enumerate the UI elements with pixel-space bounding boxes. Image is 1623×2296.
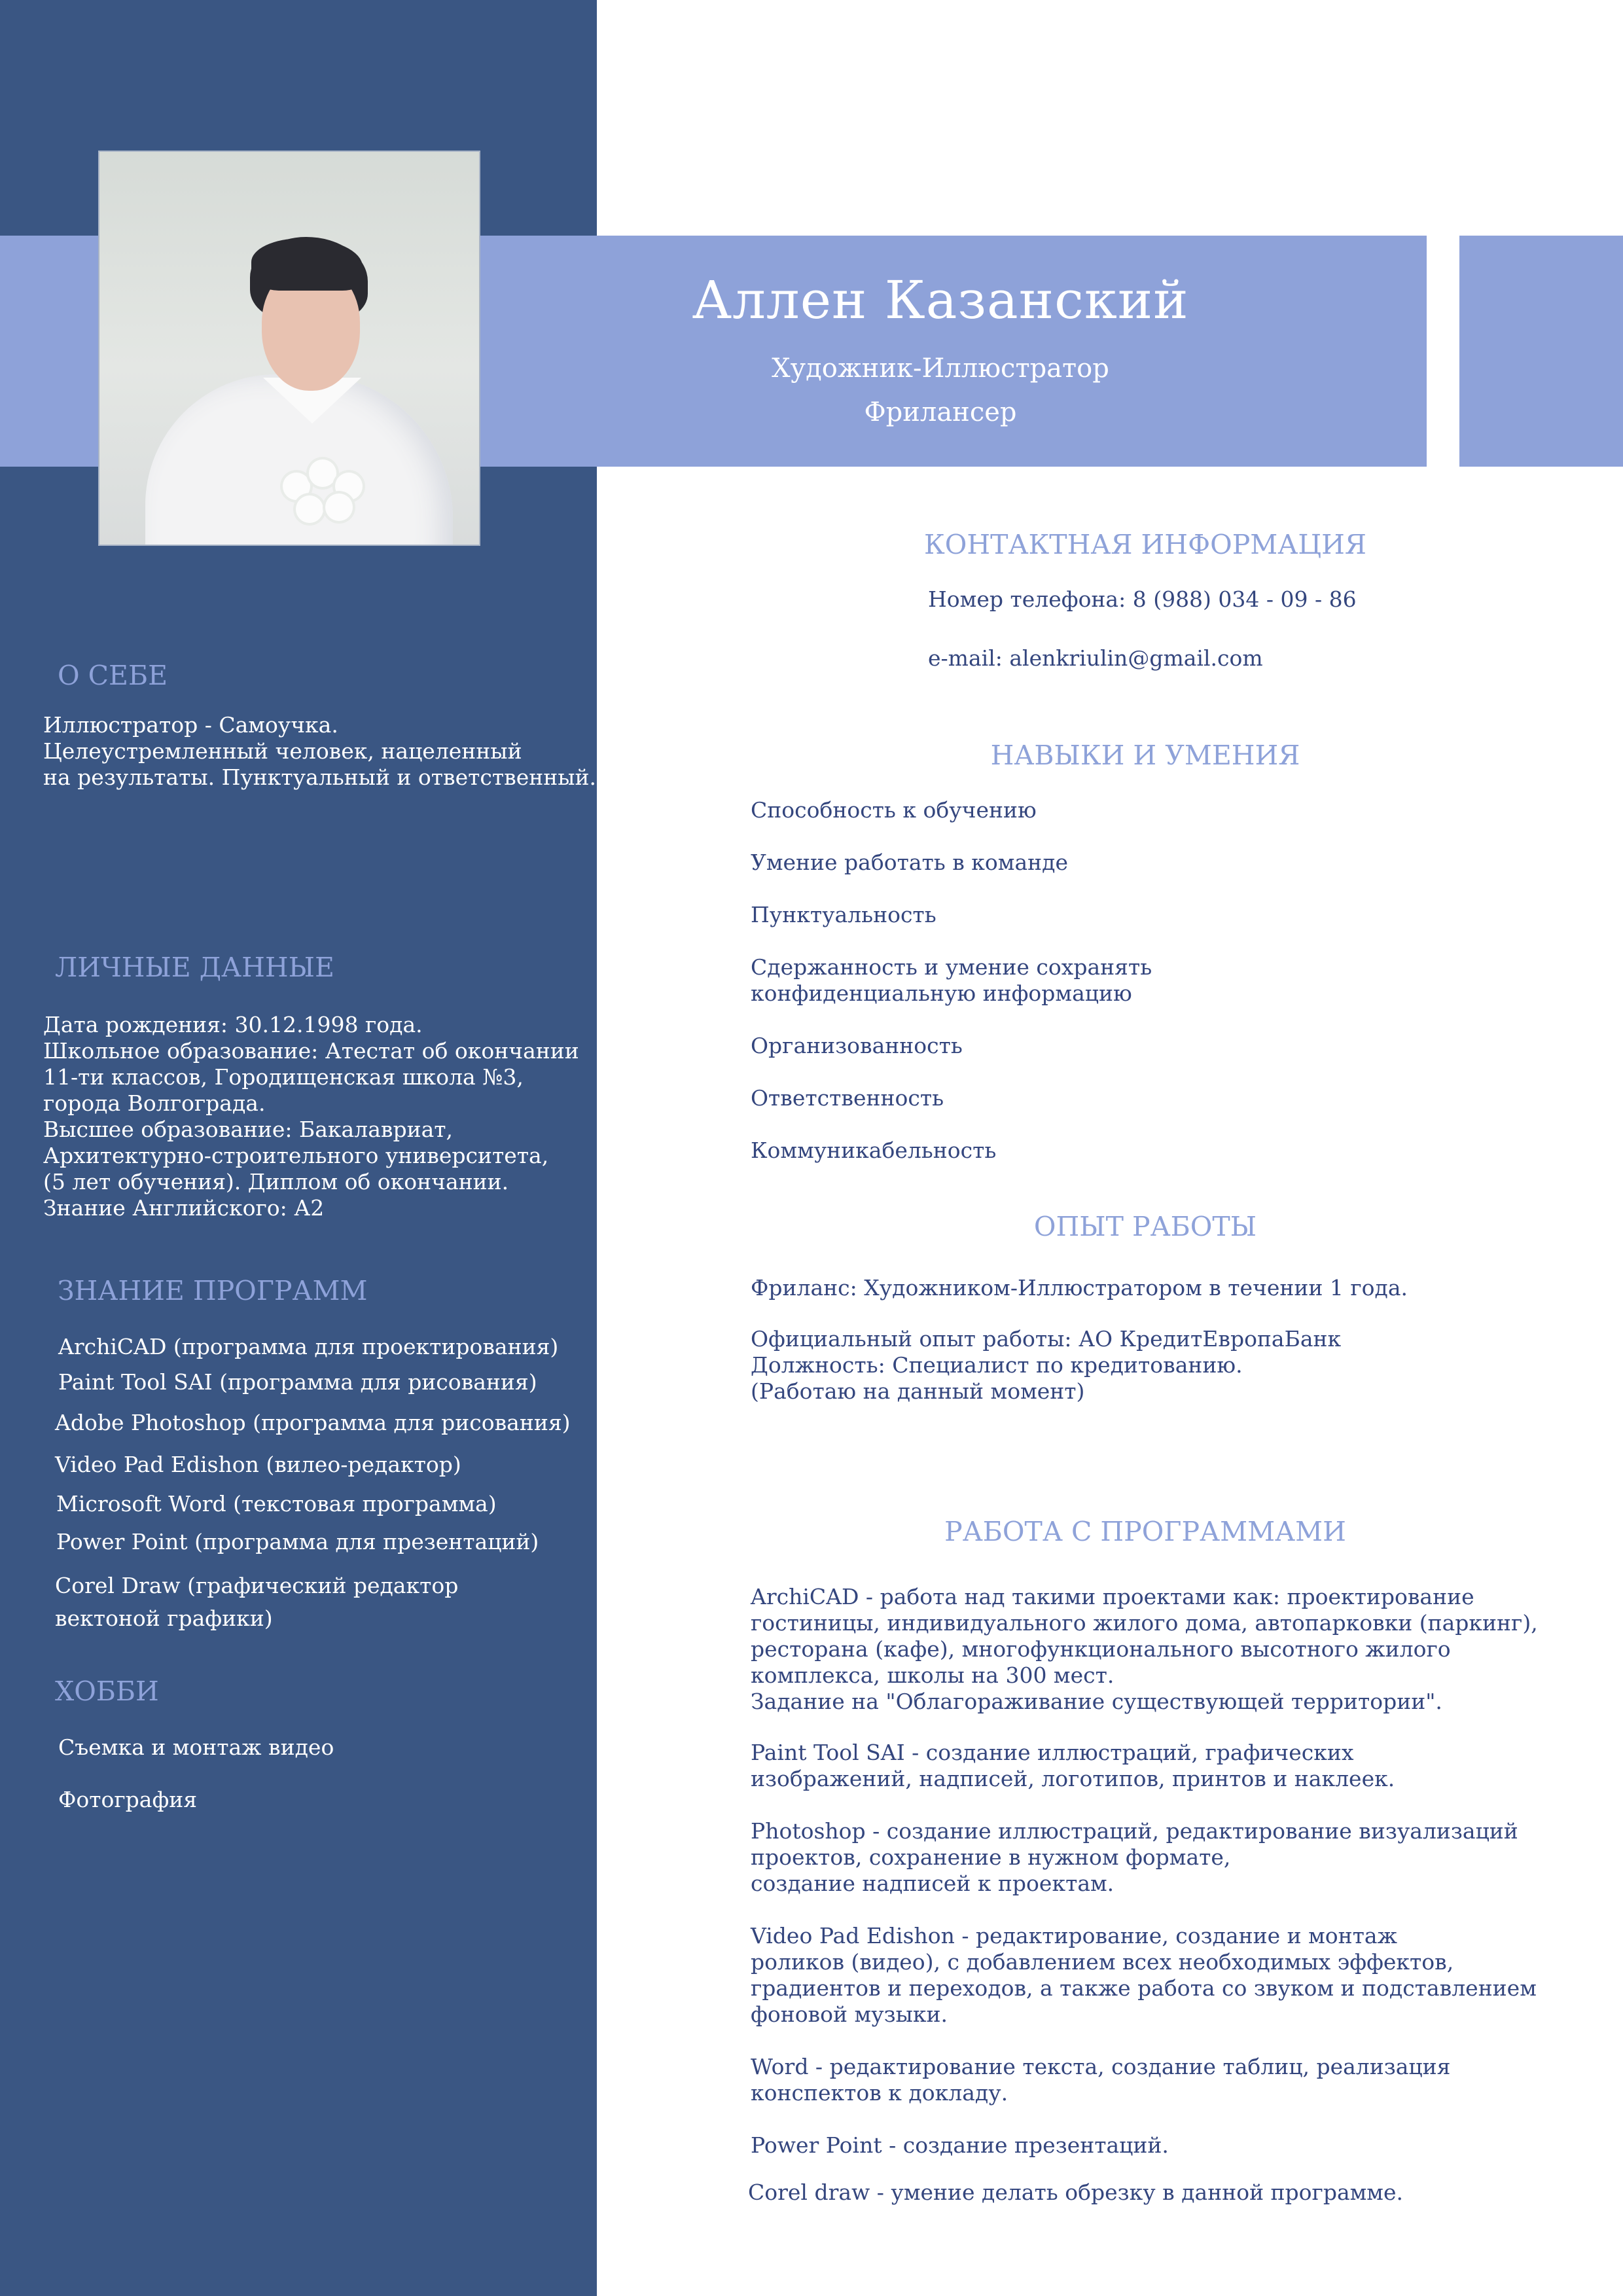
work-item: Power Point - создание презентаций.: [751, 2132, 1169, 2158]
skills-heading: НАВЫКИ И УМЕНИЯ: [990, 740, 1300, 771]
experience-heading: ОПЫТ РАБОТЫ: [1033, 1211, 1257, 1242]
work-item: Photoshop - создание иллюстраций, редактирование визуализаций проектов, сохранение в нужном формате, создание надписей к проектам.: [751, 1818, 1518, 1896]
programs-heading: ЗНАНИЕ ПРОГРАММ: [58, 1275, 368, 1306]
skill-item: Коммуникабельность: [751, 1138, 997, 1163]
program-item: Microsoft Word (текстовая программа): [56, 1491, 497, 1516]
work-item: Corel draw - умение делать обрезку в данной программе.: [748, 2179, 1403, 2205]
email-text: e-mail: alenkriulin@gmail.com: [928, 645, 1263, 671]
experience-freelance: Фриланс: Художником-Иллюстратором в течении 1 года.: [751, 1275, 1408, 1300]
contacts-heading: КОНТАКТНАЯ ИНФОРМАЦИЯ: [924, 529, 1366, 560]
skill-item: Способность к обучению: [751, 797, 1037, 823]
hobby-item: Фотография: [58, 1787, 198, 1812]
program-item: Video Pad Edishon (вилео-редактор): [55, 1452, 461, 1477]
skill-item: Сдержанность и умение сохранять конфиденциальную информацию: [751, 954, 1152, 1006]
program-item: Adobe Photoshop (программа для рисования): [55, 1410, 571, 1435]
work-item: Video Pad Edishon - редактирование, создание и монтаж роликов (видео), с добавлением всех необходимых эффектов, градиентов и переходов, а также работа со звуком и подставлением фоновой музыки.: [751, 1923, 1537, 2027]
experience-official: Официальный опыт работы: АО КредитЕвропаБанк Должность: Специалист по кредитованию. (Работаю на данный момент): [751, 1326, 1342, 1404]
skill-item: Организованность: [751, 1033, 963, 1058]
work-item: ArchiCAD - работа над такими проектами как: проектирование гостиницы, индивидуального жилого дома, автопарковки (паркинг), ресторана (кафе), многофункционального высотного жилого комплекса, школы на 300 мест. Задание на "Облагораживание существующей территории".: [751, 1584, 1538, 1714]
skill-item: Умение работать в команде: [751, 850, 1068, 875]
skill-item: Ответственность: [751, 1085, 944, 1111]
work-item: Paint Tool SAI - создание иллюстраций, графических изображений, надписей, логотипов, принтов и наклеек.: [751, 1740, 1395, 1791]
header-band-accent: [1459, 236, 1623, 467]
about-heading: О СЕБЕ: [58, 660, 168, 691]
program-item: ArchiCAD (программа для проектирования): [58, 1334, 559, 1359]
phone-text: Номер телефона: 8 (988) 034 - 09 - 86: [928, 586, 1357, 612]
work-item: Word - редактирование текста, создание таблиц, реализация конспектов к докладу.: [751, 2054, 1451, 2106]
program-item: Corel Draw (графический редактор вектоной графики): [55, 1573, 459, 1631]
program-item: Power Point (программа для презентаций): [56, 1529, 539, 1554]
skill-item: Пунктуальность: [751, 902, 936, 927]
hobby-heading: ХОББИ: [55, 1676, 159, 1707]
person-name: Аллен Казанский: [692, 270, 1189, 331]
personal-text: Дата рождения: 30.12.1998 года. Школьное образование: Атестат об окончании 11-ти классов, Городищенская школа №3, города Волгограда. Высшее образование: Бакалавриат, Архитектурно-строительного университета, (5 лет обучения). Диплом об окончании. Знание Английского: А2: [43, 1012, 579, 1221]
program-item: Paint Tool SAI (программа для рисования): [58, 1369, 537, 1395]
work-heading: РАБОТА С ПРОГРАММАМИ: [944, 1516, 1346, 1547]
about-text: Иллюстратор - Самоучка. Целеустремленный человек, нацеленный на результаты. Пунктуальный и ответственный.: [43, 712, 596, 790]
job-status: Фрилансер: [864, 397, 1017, 427]
job-title: Художник-Иллюстратор: [772, 353, 1109, 384]
personal-heading: ЛИЧНЫЕ ДАННЫЕ: [55, 952, 334, 983]
hobby-item: Съемка и монтаж видео: [58, 1734, 334, 1760]
profile-photo: [98, 151, 480, 546]
